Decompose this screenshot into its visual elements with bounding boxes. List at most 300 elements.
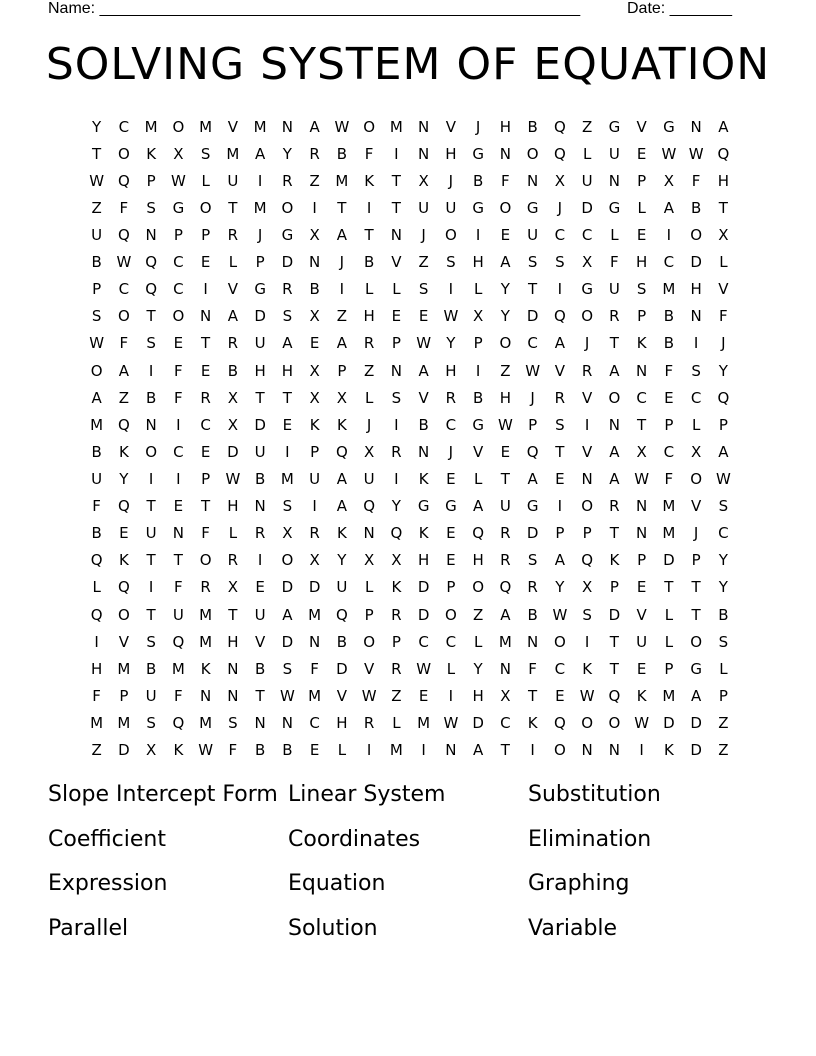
grid-letter: O (363, 632, 376, 651)
grid-letter: M (662, 497, 676, 516)
grid-letter: A (718, 117, 729, 136)
grid-letter: I (475, 361, 481, 380)
grid-letter: P (146, 171, 156, 190)
grid-letter: H (635, 253, 648, 272)
grid-letter: N (227, 686, 239, 705)
grid-letter: Z (363, 361, 375, 380)
letter-grid (83, 113, 737, 764)
grid-letter: W (634, 469, 650, 488)
grid-letter: J (584, 334, 590, 353)
grid-letter: Y (500, 307, 510, 326)
grid-letter: P (637, 307, 647, 326)
grid-letter: W (416, 659, 432, 678)
word-bank-item: Solution (288, 915, 378, 941)
grid-letter: U (254, 605, 266, 624)
grid-letter: X (309, 307, 320, 326)
grid-letter: Q (526, 442, 539, 461)
grid-letter: Q (117, 225, 130, 244)
grid-letter: U (172, 605, 184, 624)
grid-letter: E (200, 253, 211, 272)
grid-letter: E (555, 469, 565, 488)
grid-letter: M (199, 605, 213, 624)
grid-letter: M (199, 632, 213, 651)
grid-letter: U (418, 198, 430, 217)
grid-letter: N (581, 469, 593, 488)
grid-letter: Q (90, 551, 103, 570)
grid-letter: L (228, 524, 238, 543)
grid-letter: Z (91, 741, 102, 760)
grid-letter: N (390, 361, 402, 380)
grid-letter: Q (90, 605, 103, 624)
grid-letter: U (336, 578, 348, 597)
grid-letter: E (309, 741, 320, 760)
grid-letter: R (282, 171, 293, 190)
grid-letter: N (690, 117, 702, 136)
grid-letter: Y (718, 551, 728, 570)
grid-letter: X (636, 442, 647, 461)
grid-letter: W (361, 686, 377, 705)
grid-letter: W (715, 469, 731, 488)
grid-letter: X (472, 307, 484, 326)
grid-letter: I (394, 469, 399, 488)
grid-letter: T (691, 605, 701, 624)
grid-letter: N (309, 632, 321, 651)
grid-letter: I (366, 198, 372, 217)
grid-letter: V (636, 605, 647, 624)
grid-letter: A (609, 469, 620, 488)
grid-letter: R (391, 442, 402, 461)
grid-letter: K (336, 524, 347, 543)
grid-letter: V (227, 280, 238, 299)
grid-letter: N (499, 659, 511, 678)
grid-letter: E (173, 497, 184, 516)
grid-letter: C (554, 659, 566, 678)
grid-letter: Q (117, 171, 130, 190)
page-title: SOLVING SYSTEM OF EQUATION (45, 39, 771, 90)
grid-letter: N (172, 524, 184, 543)
grid-letter: K (418, 469, 429, 488)
grid-letter: L (364, 280, 374, 299)
grid-letter: M (226, 144, 240, 163)
grid-letter: C (173, 280, 184, 299)
grid-letter: A (254, 144, 266, 163)
grid-letter: P (201, 225, 211, 244)
grid-letter: K (309, 415, 320, 434)
grid-letter: M (171, 659, 185, 678)
grid-letter: X (418, 171, 429, 190)
grid-letter: G (608, 117, 621, 136)
grid-letter: B (91, 442, 102, 461)
word-bank-item: Graphing (528, 871, 630, 896)
grid-letter: A (336, 225, 347, 244)
grid-letter: G (526, 198, 539, 217)
grid-letter: N (390, 225, 402, 244)
grid-letter: D (690, 713, 702, 732)
grid-letter: T (664, 578, 674, 597)
grid-letter: O (117, 144, 130, 163)
grid-letter: H (717, 171, 730, 190)
grid-letter: T (391, 198, 401, 217)
grid-letter: X (690, 442, 702, 461)
grid-letter: J (421, 225, 426, 244)
grid-letter: N (200, 307, 212, 326)
grid-letter: N (608, 415, 620, 434)
grid-letter: P (555, 524, 565, 543)
grid-letter: U (227, 171, 239, 190)
grid-letter: B (145, 388, 157, 407)
grid-letter: Q (553, 144, 566, 163)
grid-letter: T (609, 659, 619, 678)
grid-letter: T (500, 741, 510, 760)
grid-letter: M (280, 469, 294, 488)
grid-letter: N (527, 171, 539, 190)
grid-letter: D (663, 551, 675, 570)
grid-letter: F (528, 659, 537, 678)
grid-letter: U (145, 524, 157, 543)
grid-letter: M (662, 686, 676, 705)
grid-letter: C (118, 117, 130, 136)
grid-letter: U (254, 334, 266, 353)
grid-letter: W (634, 713, 650, 732)
grid-letter: S (527, 551, 538, 570)
grid-letter: F (174, 578, 183, 597)
grid-letter: G (663, 117, 675, 136)
grid-letter: X (581, 578, 593, 597)
grid-letter: B (254, 741, 266, 760)
grid-letter: T (282, 388, 292, 407)
grid-letter: L (392, 280, 401, 299)
grid-letter: W (198, 741, 214, 760)
grid-letter: K (336, 415, 347, 434)
grid-letter: X (227, 388, 239, 407)
grid-letter: X (363, 551, 375, 570)
word-bank-item: Expression (48, 871, 168, 896)
grid-letter: L (664, 605, 674, 624)
grid-letter: F (664, 469, 674, 488)
grid-letter: D (526, 524, 539, 543)
grid-letter: O (90, 361, 103, 380)
grid-letter: Z (581, 117, 593, 136)
grid-letter: S (555, 253, 565, 272)
word-bank-item: Equation (288, 871, 386, 896)
grid-letter: V (472, 442, 484, 461)
grid-letter: R (391, 605, 402, 624)
grid-letter: J (530, 388, 535, 407)
grid-letter: J (448, 442, 454, 461)
grid-letter: X (309, 551, 320, 570)
grid-letter: D (118, 741, 130, 760)
grid-letter: O (690, 469, 703, 488)
grid-letter: S (146, 632, 156, 651)
grid-letter: N (636, 497, 648, 516)
grid-letter: O (117, 307, 130, 326)
grid-letter: E (391, 307, 402, 326)
grid-letter: A (609, 361, 620, 380)
grid-letter: E (636, 225, 647, 244)
grid-letter: O (581, 307, 594, 326)
grid-letter: S (200, 144, 211, 163)
grid-letter: C (445, 632, 457, 651)
grid-letter: E (418, 686, 429, 705)
grid-letter: N (636, 524, 648, 543)
grid-letter: T (609, 632, 619, 651)
grid-letter: M (253, 117, 267, 136)
grid-letter: S (418, 280, 429, 299)
grid-letter: A (309, 117, 320, 136)
grid-letter: S (282, 659, 293, 678)
grid-letter: M (335, 171, 349, 190)
grid-letter: P (664, 659, 674, 678)
grid-letter: R (445, 388, 457, 407)
grid-letter: E (636, 578, 647, 597)
grid-letter: T (146, 497, 156, 516)
grid-letter: E (446, 469, 456, 488)
grid-letter: T (609, 334, 619, 353)
grid-letter: P (201, 469, 211, 488)
grid-letter: W (170, 171, 186, 190)
grid-letter: Q (499, 578, 512, 597)
grid-letter: M (662, 524, 676, 543)
grid-letter: S (146, 713, 156, 732)
grid-letter: W (443, 307, 459, 326)
grid-letter: I (448, 686, 454, 705)
grid-letter: W (525, 361, 541, 380)
grid-letter: T (201, 497, 211, 516)
grid-letter: E (446, 524, 456, 543)
grid-letter: N (608, 171, 620, 190)
grid-letter: K (146, 144, 157, 163)
grid-letter: R (554, 388, 566, 407)
grid-letter: M (308, 686, 322, 705)
grid-letter: F (719, 307, 728, 326)
grid-letter: T (691, 578, 701, 597)
grid-letter: V (636, 117, 647, 136)
grid-letter: O (172, 117, 185, 136)
grid-letter: B (254, 469, 266, 488)
grid-letter: U (91, 469, 103, 488)
grid-letter: X (309, 225, 320, 244)
grid-letter: S (146, 334, 156, 353)
grid-letter: L (364, 388, 374, 407)
grid-letter: R (254, 524, 266, 543)
grid-letter: P (92, 280, 102, 299)
grid-letter: G (472, 415, 484, 434)
grid-letter: S (282, 307, 293, 326)
grid-letter: J (693, 524, 699, 543)
grid-letter: R (609, 497, 620, 516)
grid-letter: X (500, 686, 511, 705)
grid-letter: E (446, 551, 456, 570)
grid-letter: G (172, 198, 185, 217)
grid-letter: O (444, 225, 457, 244)
grid-letter: F (228, 741, 238, 760)
grid-letter: M (117, 659, 131, 678)
grid-letter: N (690, 307, 702, 326)
grid-letter: Q (172, 632, 185, 651)
grid-letter: S (555, 415, 565, 434)
grid-letter: P (528, 415, 538, 434)
grid-letter: I (639, 741, 644, 760)
grid-letter: O (281, 198, 294, 217)
grid-letter: Q (145, 280, 158, 299)
grid-letter: Y (718, 578, 728, 597)
grid-letter: I (394, 144, 399, 163)
grid-letter: W (443, 713, 459, 732)
grid-letter: I (176, 469, 181, 488)
grid-letter: A (718, 442, 729, 461)
grid-letter: S (527, 253, 538, 272)
grid-letter: T (718, 198, 728, 217)
grid-letter: U (608, 144, 620, 163)
grid-letter: I (394, 415, 399, 434)
grid-letter: Q (335, 442, 348, 461)
grid-letter: L (473, 280, 483, 299)
grid-letter: D (281, 578, 294, 597)
grid-letter: N (309, 253, 321, 272)
grid-letter: F (119, 334, 129, 353)
grid-letter: G (254, 280, 266, 299)
grid-letter: N (281, 117, 293, 136)
grid-letter: P (255, 253, 265, 272)
grid-letter: E (200, 442, 211, 461)
grid-letter: A (118, 361, 129, 380)
grid-letter: V (718, 280, 729, 299)
grid-letter: S (691, 361, 701, 380)
grid-letter: T (228, 605, 238, 624)
grid-letter: I (557, 497, 563, 516)
grid-letter: B (690, 198, 702, 217)
grid-letter: F (201, 524, 210, 543)
grid-letter: I (530, 741, 535, 760)
grid-letter: I (339, 280, 345, 299)
grid-letter: W (334, 117, 350, 136)
grid-letter: M (199, 713, 213, 732)
grid-letter: Y (555, 578, 565, 597)
grid-letter: Q (117, 415, 130, 434)
grid-letter: W (497, 415, 513, 434)
grid-letter: R (282, 280, 293, 299)
grid-letter: M (90, 415, 104, 434)
grid-letter: P (582, 524, 592, 543)
header (48, 0, 748, 20)
grid-letter: U (145, 686, 157, 705)
grid-letter: Q (581, 551, 594, 570)
grid-letter: S (146, 198, 156, 217)
grid-letter: O (581, 713, 594, 732)
grid-letter: U (636, 632, 648, 651)
grid-letter: X (336, 388, 348, 407)
grid-letter: I (285, 442, 290, 461)
grid-letter: C (200, 415, 211, 434)
grid-letter: C (663, 253, 675, 272)
grid-letter: A (527, 469, 538, 488)
grid-letter: I (203, 280, 208, 299)
grid-letter: V (581, 388, 593, 407)
grid-letter: H (281, 361, 294, 380)
grid-letter: D (308, 578, 321, 597)
grid-letter: T (146, 307, 156, 326)
grid-letter: U (254, 442, 266, 461)
grid-letter: I (148, 361, 154, 380)
grid-letter: B (663, 334, 675, 353)
grid-letter: Q (717, 144, 730, 163)
grid-letter: A (336, 334, 347, 353)
grid-letter: O (117, 605, 130, 624)
grid-letter: D (281, 253, 294, 272)
grid-letter: P (391, 632, 401, 651)
grid-letter: N (281, 713, 293, 732)
grid-letter: N (363, 524, 375, 543)
grid-letter: Y (119, 469, 129, 488)
grid-letter: O (608, 713, 621, 732)
grid-letter: A (472, 741, 484, 760)
grid-letter: I (421, 741, 426, 760)
grid-letter: A (472, 497, 484, 516)
word-bank-item: Linear System (288, 782, 446, 807)
word-bank-item: Coordinates (288, 826, 421, 852)
grid-letter: I (312, 497, 317, 516)
grid-letter: J (448, 171, 454, 190)
grid-letter: R (581, 361, 593, 380)
grid-letter: I (693, 334, 699, 353)
grid-letter: P (310, 442, 320, 461)
grid-letter: W (579, 686, 595, 705)
grid-letter: T (146, 551, 156, 570)
grid-letter: P (718, 686, 728, 705)
grid-letter: F (174, 388, 183, 407)
grid-letter: K (118, 551, 129, 570)
grid-letter: L (719, 253, 728, 272)
grid-letter: K (391, 578, 402, 597)
grid-letter: P (446, 578, 456, 597)
grid-letter: Y (718, 361, 728, 380)
grid-letter: K (173, 741, 184, 760)
grid-letter: M (90, 713, 104, 732)
grid-letter: Q (172, 713, 185, 732)
grid-letter: A (663, 198, 674, 217)
grid-letter: I (666, 225, 672, 244)
grid-letter: F (174, 361, 183, 380)
grid-letter: R (391, 659, 402, 678)
grid-letter: H (254, 361, 266, 380)
grid-letter: L (719, 659, 728, 678)
grid-letter: J (257, 225, 263, 244)
grid-letter: H (499, 388, 512, 407)
grid-letter: O (690, 225, 703, 244)
grid-letter: J (339, 253, 345, 272)
grid-letter: D (581, 198, 593, 217)
grid-letter: N (145, 415, 157, 434)
grid-letter: V (418, 388, 429, 407)
grid-letter: U (581, 171, 593, 190)
grid-letter: P (173, 225, 183, 244)
grid-letter: B (718, 605, 729, 624)
grid-letter: H (499, 117, 512, 136)
grid-letter: B (663, 307, 675, 326)
grid-letter: C (581, 225, 593, 244)
grid-letter: N (608, 741, 620, 760)
grid-letter: W (552, 605, 568, 624)
grid-letter: P (691, 551, 701, 570)
grid-letter: E (636, 144, 647, 163)
grid-letter: S (391, 388, 402, 407)
grid-letter: A (609, 442, 620, 461)
grid-letter: V (391, 253, 402, 272)
grid-letter: B (527, 605, 538, 624)
grid-letter: Y (337, 551, 347, 570)
grid-letter: C (554, 225, 566, 244)
grid-letter: Y (446, 334, 456, 353)
